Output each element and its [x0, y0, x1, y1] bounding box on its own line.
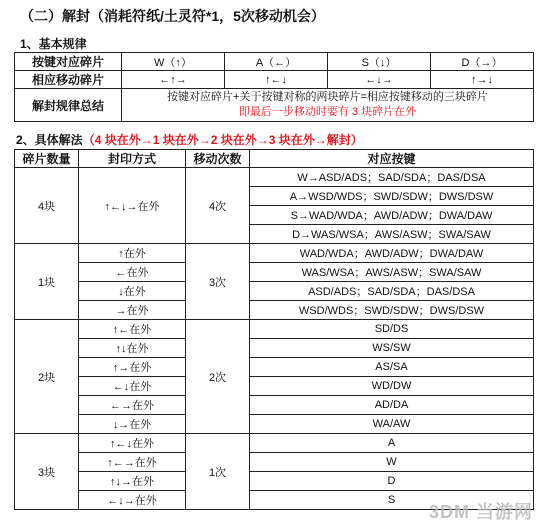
key-cell: D（→）	[431, 53, 534, 71]
key-sequence: S→WAD/WDA；AWD/ADW；DWA/DAW	[250, 206, 534, 225]
section2-heading	[16, 131, 363, 148]
key-sequence: ASD/ADS；SAD/SDA；DAS/DSA	[250, 282, 534, 301]
key-sequence: W	[250, 453, 534, 472]
seal-method: ←↓在外	[79, 377, 186, 396]
seal-method: ↑←↓在外	[79, 434, 186, 453]
table-row	[15, 415, 534, 434]
table-row	[15, 89, 534, 122]
section2-heading-sequence: （4 块在外→1 块在外→2 块在外→3 块在外→解封）	[82, 133, 363, 147]
table-row	[15, 434, 534, 453]
table-row	[15, 396, 534, 415]
key-sequence: WAS/WSA；AWS/ASW；SWA/SAW	[250, 263, 534, 282]
row-label: 解封规律总结	[15, 89, 122, 122]
row-label: 按键对应碎片	[15, 53, 122, 71]
move-cell: ←↑→	[122, 71, 225, 89]
key-sequence: A	[250, 434, 534, 453]
key-sequence: D→WAS/WSA；AWS/ASW；SWA/SAW	[250, 225, 534, 244]
rule-line: 按键对应碎片+关于按键对称的两块碎片=相应按键移动的三块碎片	[167, 91, 488, 103]
column-header: 封印方式	[79, 150, 186, 168]
move-cell: ↑←↓	[225, 71, 328, 89]
table-row	[15, 244, 534, 263]
table-row	[15, 339, 534, 358]
solution-table-body	[15, 168, 534, 510]
table-row	[15, 263, 534, 282]
seal-method: ↑↓在外	[79, 339, 186, 358]
table-row	[15, 453, 534, 472]
table-header-row	[15, 150, 534, 168]
move-count: 3次	[186, 244, 250, 320]
table-row	[15, 472, 534, 491]
seal-method: ←→在外	[79, 396, 186, 415]
column-header: 对应按键	[250, 150, 534, 168]
basic-rules-table	[14, 52, 534, 122]
section1-heading: 1、基本规律	[20, 37, 87, 51]
fragment-count: 3块	[15, 434, 79, 510]
move-cell: ←↓→	[328, 71, 431, 89]
table-row	[15, 358, 534, 377]
key-sequence: S	[250, 491, 534, 510]
key-sequence: WSD/WDS；SWD/SDW；DWS/DSW	[250, 301, 534, 320]
section2-heading-prefix: 2、具体解法	[16, 133, 83, 147]
rule-summary	[122, 89, 534, 122]
seal-method: ↓在外	[79, 282, 186, 301]
seal-method: ↑↓→在外	[79, 472, 186, 491]
table-row	[15, 53, 534, 71]
move-cell: ↑→↓	[431, 71, 534, 89]
key-cell: W（↑）	[122, 53, 225, 71]
key-sequence: SD/DS	[250, 320, 534, 339]
fragment-count: 4块	[15, 168, 79, 244]
key-sequence: D	[250, 472, 534, 491]
move-count: 2次	[186, 320, 250, 434]
seal-method: ↓→在外	[79, 415, 186, 434]
key-sequence: AD/DA	[250, 396, 534, 415]
solution-table	[14, 149, 534, 510]
seal-method: ↑→在外	[79, 358, 186, 377]
table-row	[15, 282, 534, 301]
seal-method: ←↓→在外	[79, 491, 186, 510]
fragment-count: 2块	[15, 320, 79, 434]
column-header: 移动次数	[186, 150, 250, 168]
key-sequence: A→WSD/WDS；SWD/SDW；DWS/DSW	[250, 187, 534, 206]
move-count: 4次	[186, 168, 250, 244]
table-row	[15, 168, 534, 187]
key-sequence: WD/DW	[250, 377, 534, 396]
seal-method: →在外	[79, 301, 186, 320]
key-sequence: WS/SW	[250, 339, 534, 358]
table-row	[15, 320, 534, 339]
seal-method: ↑←↓→在外	[79, 168, 186, 244]
key-sequence: AS/SA	[250, 358, 534, 377]
key-sequence: W→ASD/ADS；SAD/SDA；DAS/DSA	[250, 168, 534, 187]
page-title: （二）解封（消耗符纸/土灵符*1，5次移动机会）	[20, 8, 325, 24]
rule-line-highlight: 即最后一步移动时要有 3 块碎片在外	[238, 106, 417, 118]
table-row	[15, 71, 534, 89]
key-cell: A（←）	[225, 53, 328, 71]
key-sequence: WAD/WDA；AWD/ADW；DWA/DAW	[250, 244, 534, 263]
watermark-logo: 3DM 当游网	[428, 502, 533, 522]
table-row	[15, 301, 534, 320]
column-header: 碎片数量	[15, 150, 79, 168]
seal-method: ←在外	[79, 263, 186, 282]
row-label: 相应移动碎片	[15, 71, 122, 89]
fragment-count: 1块	[15, 244, 79, 320]
move-count: 1次	[186, 434, 250, 510]
key-cell: S（↓）	[328, 53, 431, 71]
seal-method: ↑←→在外	[79, 453, 186, 472]
table-row	[15, 377, 534, 396]
seal-method: ↑在外	[79, 244, 186, 263]
seal-method: ↑←在外	[79, 320, 186, 339]
key-sequence: WA/AW	[250, 415, 534, 434]
